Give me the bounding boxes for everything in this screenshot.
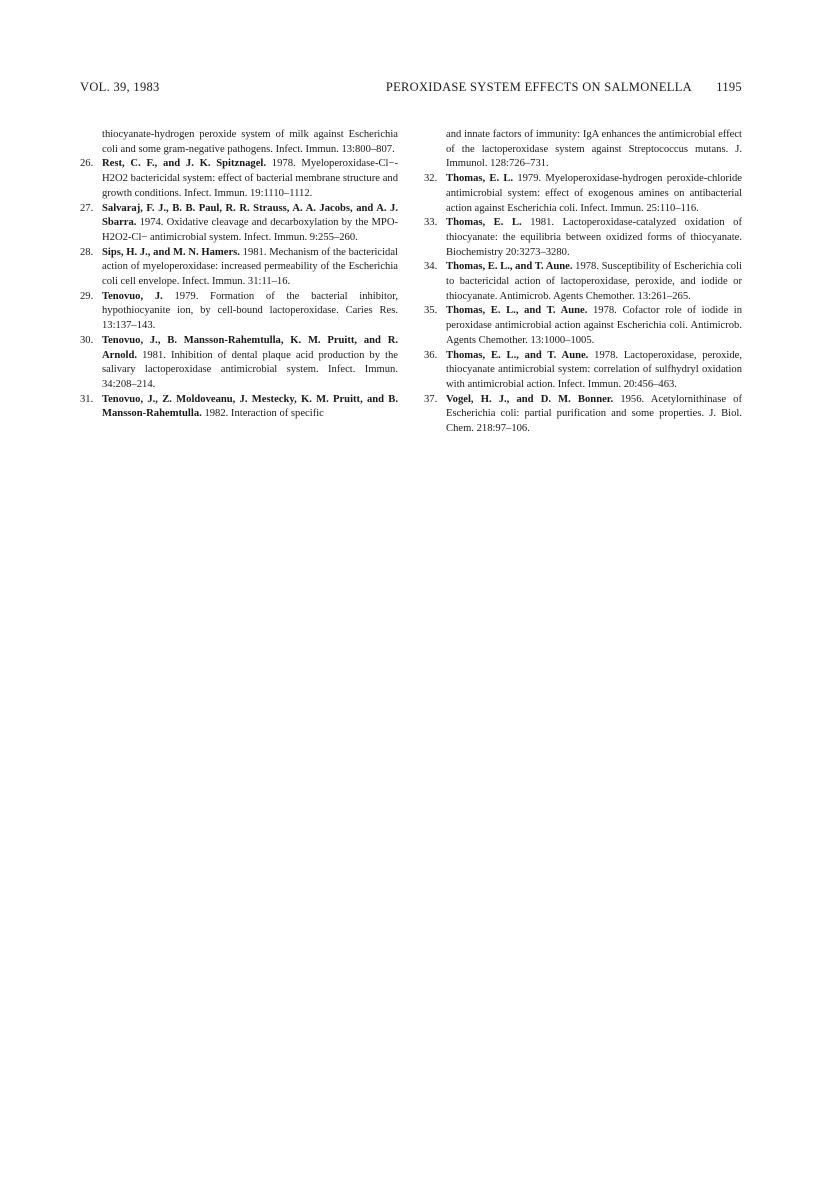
reference-text: 1956. Acetylornithinase of Escherichia coli: partial purification and some properties. J. Biol. Chem. 218:97–106. — [446, 393, 743, 435]
reference-text: 1978. Cofactor role of iodide in peroxidase antimicrobial action against Escherichia coli. Antimicrob. Agents Chemother. 13:1000–1005. — [446, 305, 743, 346]
reference-text: 1978. Lactoperoxidase, peroxide, thiocyanate antimicrobial system: correlation of sulfhydryl oxidation with antimicrobial action. Infect. Immun. 20:456–463. — [446, 349, 743, 390]
reference-authors: Tenovuo, J., Z. Moldoveanu, J. Mestecky, K. M. Pruitt, and B. Mansson-Rahemtulla. — [102, 393, 398, 420]
reference-authors: Thomas, E. L., and T. Aune. — [446, 305, 588, 317]
reference-number: 28. — [80, 246, 94, 258]
reference-26 — [80, 157, 398, 201]
reference-30 — [80, 334, 398, 393]
right-column — [424, 128, 742, 437]
reference-text: 1979. Myeloperoxidase-hydrogen peroxide-chloride antimicrobial system: effect of exogenous amines on antibacterial action against Escherichia coli. Infect. Immun. 25:110–116. — [446, 173, 743, 214]
reference-number: 30. — [80, 334, 94, 346]
page-number: 1195 — [716, 80, 742, 94]
reference-text: 1979. Formation of the bacterial inhibitor, hypothiocyanite ion, by cell-bound lactoperoxidase. Caries Res. 13:137–143. — [102, 290, 398, 332]
reference-number: 35. — [424, 305, 438, 317]
reference-number: 27. — [80, 202, 94, 214]
reference-number: 37. — [424, 393, 438, 405]
reference-33 — [424, 216, 742, 260]
reference-text: 1974. Oxidative cleavage and decarboxylation by the MPO-H2O2-Cl− antimicrobial system. Infect. Immun. 9:255–260. — [102, 217, 398, 243]
reference-number: 26. — [80, 158, 94, 170]
reference-36 — [424, 349, 742, 393]
reference-text: 1981. Mechanism of the bactericidal action of myeloperoxidase: increased permeability of the Escherichia coli cell envelope. Infect. Immun. 31:11–16. — [102, 246, 399, 288]
reference-authors: Salvaraj, F. J., B. B. Paul, R. R. Strauss, A. A. Jacobs, and A. J. Sbarra. — [102, 202, 398, 229]
volume-label: VOL. 39, 1983 — [80, 80, 160, 94]
left-column — [80, 128, 398, 422]
reference-text: 1982. Interaction of specific — [204, 408, 324, 420]
reference-authors: Thomas, E. L., and T. Aune. — [446, 261, 573, 273]
reference-authors: Tenovuo, J., B. Mansson-Rahemtulla, K. M. Pruitt, and R. Arnold. — [102, 334, 398, 361]
reference-29 — [80, 290, 398, 334]
running-header — [80, 80, 742, 100]
reference-authors: Vogel, H. J., and D. M. Bonner. — [446, 393, 614, 405]
reference-number: 31. — [80, 393, 94, 405]
reference-text: 1981. Lactoperoxidase-catalyzed oxidation of thiocyanate: the equilibria between oxidized forms of thiocyanate. Biochemistry 20:3273–3280. — [446, 217, 743, 258]
reference-text: 1978. Myeloperoxidase-Cl−-H2O2 bactericidal system: effect of bacterial membrane structure and growth conditions. Infect. Immun. 19:1110–1112. — [102, 158, 398, 199]
reference-authors: Thomas, E. L., and T. Aune. — [446, 349, 589, 361]
reference-35 — [424, 304, 742, 348]
reference-number: 34. — [424, 261, 438, 273]
reference-text: 1978. Susceptibility of Escherichia coli to bactericidal action of lactoperoxidase, peroxide, and iodide or thiocyanate. Antimicrob. Agents Chemother. 13:261–265. — [446, 261, 742, 302]
reference-27 — [80, 202, 398, 246]
reference-number: 32. — [424, 173, 438, 185]
reference-text: 1981. Inhibition of dental plaque acid production by the salivary lactoperoxidase antimicrobial system. Infect. Immun. 34:208–214. — [102, 349, 398, 390]
reference-34 — [424, 260, 742, 304]
reference-authors: Thomas, E. L. — [446, 173, 514, 185]
reference-authors: Thomas, E. L. — [446, 217, 522, 229]
reference-continuation: thiocyanate-hydrogen peroxide system of milk against Escherichia coli and some gram-negative pathogens. Infect. Immun. 13:800–807. — [102, 129, 398, 155]
reference-37 — [424, 393, 742, 437]
reference-authors: Tenovuo, J. — [102, 290, 163, 302]
reference-31 — [80, 393, 398, 422]
running-title: PEROXIDASE SYSTEM EFFECTS ON SALMONELLA — [385, 80, 692, 94]
reference-number: 36. — [424, 349, 438, 361]
reference-number: 29. — [80, 290, 94, 302]
reference-32 — [424, 172, 742, 216]
reference-number: 33. — [424, 217, 438, 229]
reference-authors: Sips, H. J., and M. N. Hamers. — [102, 246, 240, 258]
reference-authors: Rest, C. F., and J. K. Spitznagel. — [102, 158, 267, 170]
reference-28 — [80, 246, 398, 290]
reference-continuation: and innate factors of immunity: IgA enhances the antimicrobial effect of the lactoperoxidase system against Streptococcus mutans. J. Immunol. 128:726–731. — [446, 129, 742, 170]
